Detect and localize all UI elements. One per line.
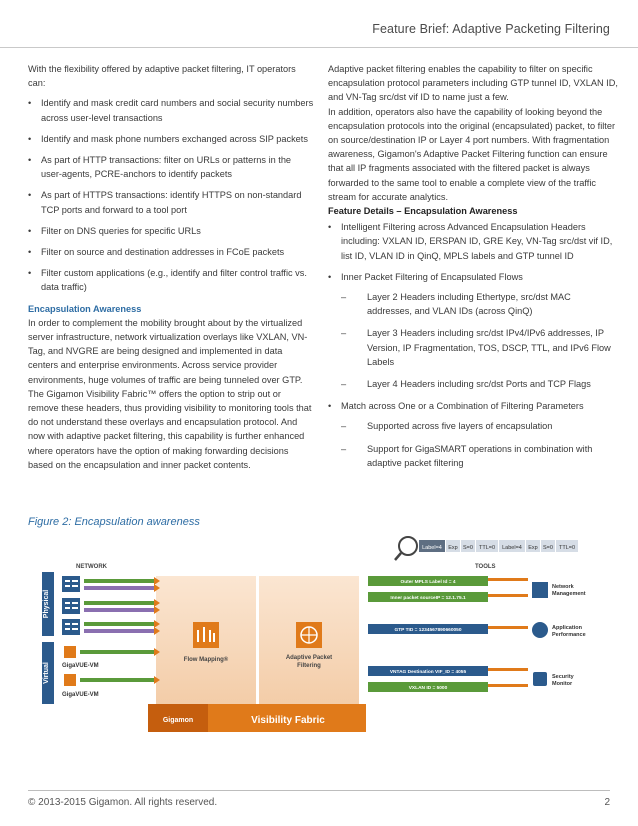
application-performance-icon bbox=[532, 622, 548, 638]
tools-label: TOOLS bbox=[475, 564, 496, 570]
list-item bbox=[328, 399, 618, 470]
tool-flow-group-3 bbox=[368, 666, 528, 692]
network-label: NETWORK bbox=[76, 564, 107, 570]
gigamon-logo-text: Gigamon bbox=[162, 717, 194, 724]
tool-label: Security bbox=[552, 674, 574, 680]
apf-panel bbox=[259, 576, 359, 722]
header-cell: Label=4 bbox=[502, 545, 522, 551]
list-item bbox=[328, 270, 618, 391]
vm-label: GigaVUE-VM bbox=[62, 692, 99, 698]
list-item: • Filter on DNS queries for specific URLs bbox=[28, 224, 314, 238]
list-item: • As part of HTTPS transactions: identify HTTPS on non-standard TCP ports and forward to a tool port bbox=[28, 188, 314, 216]
security-monitor-icon bbox=[533, 672, 547, 686]
filter-label: VNTAG Destination VIF_ID = 4055 bbox=[389, 670, 467, 675]
header-cell: Exp bbox=[528, 545, 538, 551]
filter-label: Outer MPLS Label Id = 4 bbox=[400, 580, 456, 585]
copyright: © 2013-2015 Gigamon. All rights reserved. bbox=[28, 797, 218, 808]
figure-caption: Figure 2: Encapsulation awareness bbox=[28, 516, 200, 528]
server-icon bbox=[62, 619, 80, 635]
network-management-icon bbox=[532, 582, 548, 598]
sub-list bbox=[341, 419, 618, 470]
list-item: • Filter custom applications (e.g., identify and filter control traffic vs. data traffic) bbox=[28, 266, 314, 294]
magnifier-icon bbox=[399, 537, 417, 555]
page-number: 2 bbox=[604, 797, 610, 808]
header-divider bbox=[0, 47, 638, 48]
header-cell: Label=4 bbox=[422, 545, 442, 551]
sub-list bbox=[341, 290, 618, 391]
tool-label: Management bbox=[552, 591, 586, 597]
sub-list-item: – Layer 4 Headers including src/dst Ports and TCP Flags bbox=[341, 377, 618, 391]
apf-label-line2: Filtering bbox=[297, 663, 321, 669]
apf-label-line1: Adaptive Packet bbox=[285, 655, 333, 661]
page-header-title: Feature Brief: Adaptive Packeting Filtering bbox=[372, 22, 610, 36]
intro-text: With the flexibility offered by adaptive packet filtering, IT operators can: bbox=[28, 64, 296, 89]
header-cell: TTL=0 bbox=[478, 545, 496, 551]
header-cell: TTL=0 bbox=[558, 545, 576, 551]
header-cell: S=0 bbox=[463, 545, 473, 551]
list-item: • As part of HTTP transactions: filter on URLs or patterns in the user-agents, PCRE-anchors to identify packets bbox=[28, 153, 314, 181]
filter-label: VXLAN ID = 5000 bbox=[408, 686, 448, 691]
tool-label: Network bbox=[552, 584, 574, 590]
tool-label: Monitor bbox=[552, 681, 573, 687]
server-icon bbox=[62, 598, 80, 614]
list-item: • Identify and mask phone numbers exchanged across SIP packets bbox=[28, 132, 314, 146]
left-column bbox=[28, 62, 314, 472]
sub-list-item: – Layer 2 Headers including Ethertype, src/dst MAC addresses, and VLAN IDs (across QinQ) bbox=[341, 290, 618, 318]
list-item-text: Inner Packet Filtering of Encapsulated Flows bbox=[341, 271, 523, 282]
encapsulation-paragraph: In order to complement the mobility brought about by the virtualized server infrastructure, network virtualization overlays like VXLAN, VN-Tag, and NVGRE are being designed and implemented in data centers and enterprise environments. Across service provider environments, huge volumes of traffic are being tunneled over GTP. The Gigamon Visibility Fabric™ offers the option to strip out or remove these headers, thus providing visibility to monitoring tools that do not understand these overlays and encapsulation protocol. And now with adaptive packet filtering, this capability is further enhanced where operators have the option of making forwarding decisions based on the encapsulation and inner packet contents. bbox=[28, 317, 312, 470]
encapsulation-diagram bbox=[38, 536, 594, 772]
feature-details-heading: Feature Details – Encapsulation Awareness bbox=[328, 206, 518, 217]
header-cell: S=0 bbox=[543, 545, 553, 551]
filter-label: GTP TID = 1234567890660050 bbox=[394, 628, 462, 633]
sub-list-item: – Layer 3 Headers including src/dst IPv4/IPv6 addresses, IP Version, IP Fragmentation, TOS, DSCP, TTL, and IPv6 Flow Labels bbox=[341, 326, 618, 369]
capability-list bbox=[28, 96, 314, 294]
flow-mapping-label: Flow Mapping® bbox=[183, 657, 229, 663]
tool-flow-group-1 bbox=[368, 576, 528, 602]
server-icon bbox=[62, 576, 80, 592]
list-item: • Identify and mask credit card numbers and social security numbers across user-level transactions bbox=[28, 96, 314, 124]
sub-list-item: – Supported across five layers of encapsulation bbox=[341, 419, 618, 433]
filter-label: Inner packet sourceIP = 12.1.75.1 bbox=[390, 596, 466, 601]
list-item-text: Match across One or a Combination of Filtering Parameters bbox=[341, 401, 584, 412]
list-item: • Intelligent Filtering across Advanced Encapsulation Headers including: VXLAN ID, ERSPAN ID, GRE Key, VN-Tag src/dst vif ID, list ID, VLAN ID in QinQ, MPLS labels and GTP tunnel ID bbox=[328, 220, 618, 263]
flow-mapping-panel bbox=[156, 576, 256, 722]
tool-flow-group-2 bbox=[368, 624, 528, 634]
list-item: • Filter on source and destination addresses in FCoE packets bbox=[28, 245, 314, 259]
magnifier-handle bbox=[395, 553, 401, 560]
sub-list-item: – Support for GigaSMART operations in combination with adaptive packet filtering bbox=[341, 442, 618, 470]
tool-label: Performance bbox=[552, 632, 586, 638]
right-column bbox=[328, 62, 618, 478]
vm-label: GigaVUE-VM bbox=[62, 663, 99, 669]
physical-label: Physical bbox=[43, 589, 50, 619]
packet-header-bar bbox=[419, 540, 578, 552]
header-cell: Exp bbox=[448, 545, 458, 551]
encapsulation-heading: Encapsulation Awareness bbox=[28, 303, 142, 314]
paragraph-2: In addition, operators also have the capability of looking beyond the encapsulation protocols into the original (encapsulated) packet, to filter on source/destination IP or Layer 4 port numbers. With fragmentation awareness, Gigamon's Adaptive Packet Filtering function can ensure that all IP fragments associated with the filtered packet is always forwarded to the same tool to enable a complete view of the traffic stream for accurate analytics. bbox=[328, 106, 616, 202]
vm-icon bbox=[64, 646, 76, 658]
vm-icon bbox=[64, 674, 76, 686]
visibility-fabric-label: Visibility Fabric bbox=[251, 715, 325, 726]
footer-divider bbox=[28, 790, 610, 791]
feature-list bbox=[328, 220, 618, 470]
paragraph-1: Adaptive packet filtering enables the capability to filter on specific encapsulation protocol parameters including GTP tunnel ID, VXLAN ID, and VN-Tag src/dst vif ID to name just a few. bbox=[328, 64, 618, 103]
tool-label: Application bbox=[552, 625, 582, 631]
virtual-label: Virtual bbox=[43, 662, 50, 684]
flow-mapping-icon bbox=[193, 622, 219, 648]
